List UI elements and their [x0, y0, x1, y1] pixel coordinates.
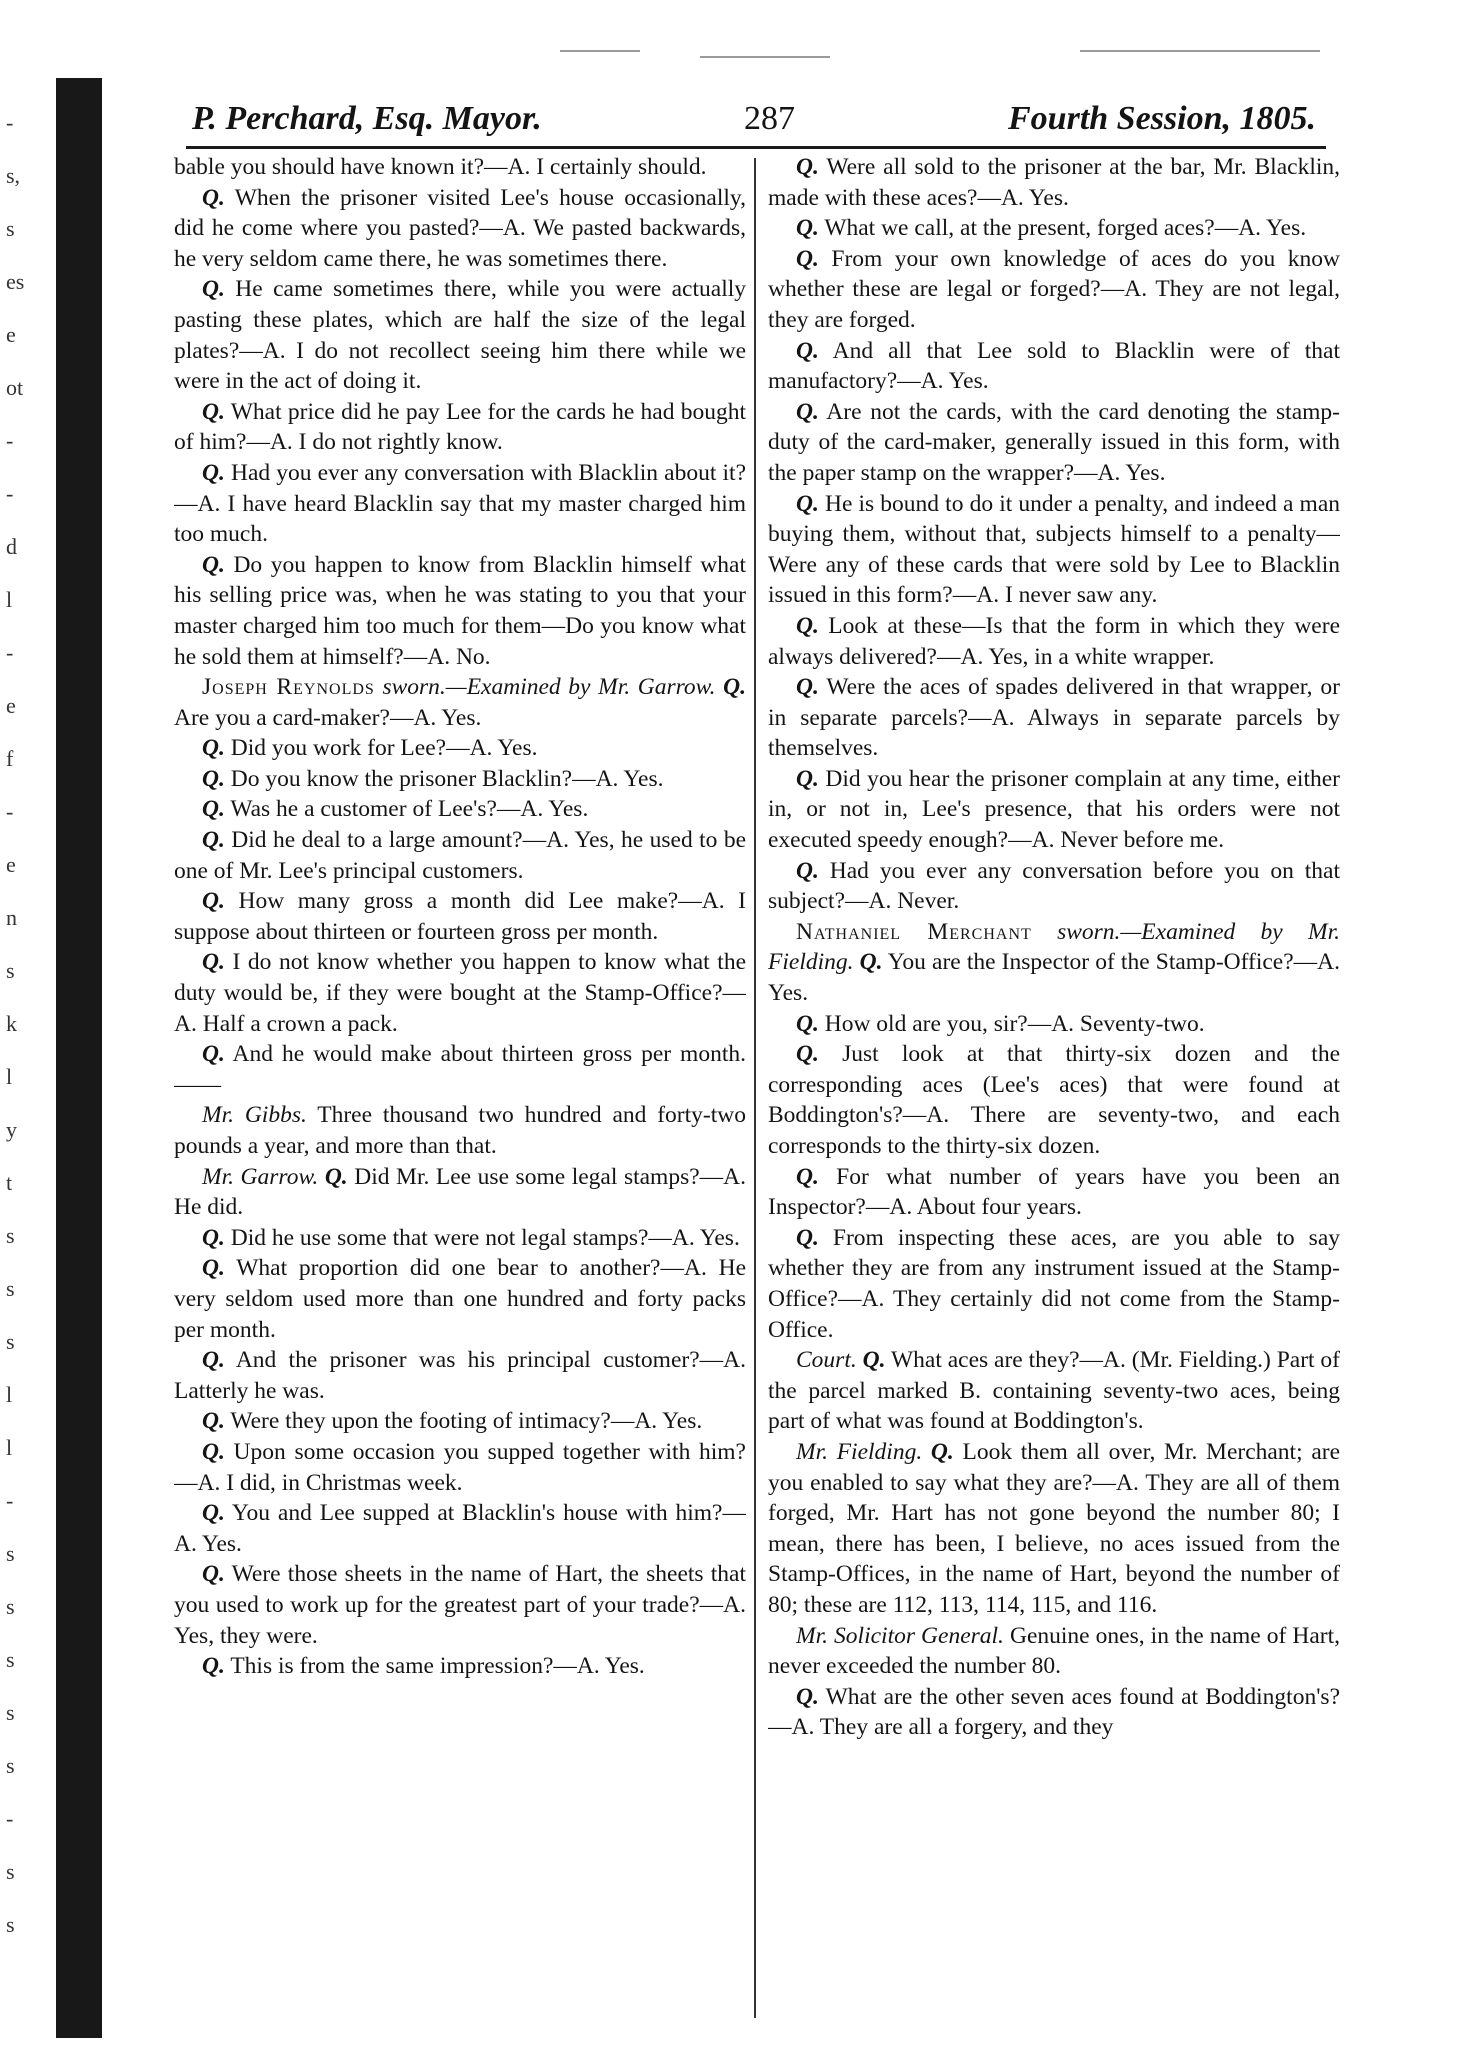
- question-marker: Q.: [796, 1683, 819, 1710]
- page-number: 287: [744, 100, 795, 137]
- paragraph: [768, 1009, 1340, 1040]
- witness-status: sworn.—Examined by Mr. Garrow.: [374, 674, 716, 701]
- binding-shadow: [56, 78, 102, 2038]
- paragraph: [768, 856, 1340, 917]
- paragraph: [174, 1559, 746, 1651]
- paragraph: [768, 1682, 1340, 1743]
- margin-mark: s,: [6, 163, 21, 188]
- paragraph: [768, 489, 1340, 611]
- margin-mark: s: [6, 958, 15, 983]
- right-column: [768, 152, 1340, 2032]
- running-header: [192, 98, 1316, 150]
- question-marker: Q.: [862, 1347, 886, 1374]
- paragraph: [174, 886, 746, 947]
- speaker-name: Mr. Garrow.: [202, 1163, 319, 1190]
- paragraph: [174, 183, 746, 275]
- paragraph-text: And he would make about thirteen gross per month.——: [174, 1041, 746, 1098]
- paragraph: [768, 1162, 1340, 1223]
- question-marker: Q.: [202, 1438, 225, 1465]
- paragraph-text: What price did he pay Lee for the cards he had bought of him?—A. I do not rightly know.: [174, 398, 746, 456]
- margin-mark: e: [6, 852, 16, 877]
- margin-mark: y: [6, 1117, 17, 1142]
- paragraph: [174, 1162, 746, 1223]
- question-marker: Q.: [859, 949, 883, 976]
- question-marker: Q.: [202, 1408, 225, 1435]
- scan-artifact-line: [700, 56, 830, 58]
- margin-mark: -: [6, 799, 14, 824]
- question-marker: Q.: [324, 1163, 348, 1190]
- paragraph: [174, 458, 746, 550]
- margin-mark: l: [6, 587, 13, 612]
- paragraph-text: Did you work for Lee?—A. Yes.: [230, 735, 538, 762]
- question-marker: Q.: [202, 398, 225, 425]
- speaker-name: Mr. Gibbs.: [202, 1102, 307, 1129]
- paragraph-text: Had you ever any conversation before you on that subject?—A. Never.: [768, 857, 1340, 915]
- margin-mark: f: [6, 746, 14, 771]
- paragraph-text: Had you ever any conversation with Blacklin about it?—A. I have heard Blacklin say that my master charged him too much.: [174, 459, 746, 548]
- question-marker: Q.: [202, 1500, 225, 1527]
- paragraph-text: Just look at that thirty-six dozen and the corresponding aces (Lee's aces) that were found at Boddington's?—A. There are seventy-two, and each corresponds to the thirty-six dozen.: [768, 1041, 1340, 1159]
- paragraph-text: What proportion did one bear to another?—A. He very seldom used more than one hundred and forty packs per month.: [174, 1255, 746, 1343]
- margin-mark: s: [6, 1859, 15, 1884]
- paragraph: [174, 274, 746, 396]
- paragraph-text: Are not the cards, with the card denoting the stamp-duty of the card-maker, generally issued in this form, with the paper stamp on the wrapper?—A. Yes.: [768, 398, 1340, 486]
- margin-mark: s: [6, 1700, 15, 1725]
- margin-mark: s: [6, 1647, 15, 1672]
- margin-mark: s: [6, 1329, 15, 1354]
- paragraph-text: Was he a customer of Lee's?—A. Yes.: [230, 796, 589, 823]
- margin-mark: s: [6, 1912, 15, 1937]
- question-marker: Q.: [796, 245, 819, 272]
- margin-mark: s: [6, 1753, 15, 1778]
- paragraph-text: I do not know whether you happen to know what the duty would be, if they were bought at the Stamp-Office?—A. Half a crown a pack.: [174, 949, 746, 1037]
- paragraph-text: How many gross a month did Lee make?—A. I suppose about thirteen or fourteen gross per month.: [174, 888, 746, 945]
- margin-mark: s: [6, 1541, 15, 1566]
- paragraph-text: Were the aces of spades delivered in that wrapper, or in separate parcels?—A. Always in separate parcels by themselves.: [768, 674, 1340, 762]
- question-marker: Q.: [202, 949, 225, 976]
- question-marker: Q.: [796, 765, 819, 792]
- paragraph-text: Were they upon the footing of intimacy?—A. Yes.: [230, 1408, 703, 1435]
- paragraph: [768, 1621, 1340, 1682]
- margin-mark: d: [6, 534, 17, 559]
- margin-mark: -: [6, 481, 14, 506]
- paragraph-text: Did he use some that were not legal stamps?—A. Yes.: [230, 1224, 740, 1251]
- paragraph: [768, 1223, 1340, 1345]
- paragraph: [174, 397, 746, 458]
- paragraph: [768, 336, 1340, 397]
- paragraph: [174, 550, 746, 672]
- question-marker: Q.: [202, 1653, 225, 1680]
- question-marker: Q.: [202, 551, 225, 578]
- margin-mark: k: [6, 1011, 17, 1036]
- question-marker: Q.: [796, 1041, 819, 1068]
- paragraph-text: And all that Lee sold to Blacklin were of that manufactory?—A. Yes.: [768, 337, 1340, 395]
- question-marker: Q.: [202, 1347, 225, 1374]
- question-marker: Q.: [202, 1041, 225, 1068]
- paragraph-text: When the prisoner visited Lee's house occasionally, did he come where you pasted?—A. We pasted backwards, he very seldom came there, he was sometimes there.: [174, 184, 746, 272]
- margin-mark: s: [6, 1223, 15, 1248]
- question-marker: Q.: [796, 612, 819, 639]
- paragraph-text: Were all sold to the prisoner at the bar, Mr. Blacklin, made with these aces?—A. Yes.: [768, 154, 1340, 211]
- left-column: [174, 152, 746, 2032]
- paragraph: [174, 672, 746, 733]
- margin-mark: ot: [6, 375, 24, 400]
- question-marker: Q.: [796, 337, 819, 364]
- question-marker: Q.: [202, 735, 225, 762]
- paragraph-text: And the prisoner was his principal customer?—A. Latterly he was.: [174, 1347, 746, 1404]
- paragraph: [768, 244, 1340, 336]
- paragraph-text: From your own knowledge of aces do you know whether these are legal or forged?—A. They are not legal, they are forged.: [768, 245, 1340, 333]
- paragraph-text: Upon some occasion you supped together with him?—A. I did, in Christmas week.: [174, 1438, 746, 1496]
- paragraph: [174, 1651, 746, 1682]
- margin-mark: t: [6, 1170, 13, 1195]
- paragraph-text: Look at these—Is that the form in which they were always delivered?—A. Yes, in a white wrapper.: [768, 612, 1340, 670]
- question-marker: Q.: [202, 796, 225, 823]
- question-marker: Q.: [930, 1438, 954, 1465]
- question-marker: Q.: [796, 398, 819, 425]
- margin-mark: l: [6, 1064, 13, 1089]
- paragraph: [768, 397, 1340, 489]
- paragraph-text: For what number of years have you been an Inspector?—A. About four years.: [768, 1163, 1340, 1221]
- adjacent-page-margin: [0, 110, 40, 2010]
- witness-name: Nathaniel Merchant: [796, 918, 1032, 945]
- speaker-name: Court.: [796, 1347, 857, 1374]
- scan-artifact-line: [560, 50, 640, 52]
- paragraph: [768, 1345, 1340, 1437]
- paragraph-text: This is from the same impression?—A. Yes.: [230, 1653, 645, 1680]
- paragraph: [174, 1253, 746, 1345]
- margin-mark: l: [6, 1435, 13, 1460]
- paragraph-text: Do you know the prisoner Blacklin?—A. Yes.: [230, 765, 664, 792]
- paragraph: [174, 1406, 746, 1437]
- paragraph: [174, 1498, 746, 1559]
- margin-mark: s: [6, 1276, 15, 1301]
- question-marker: Q.: [796, 1163, 819, 1190]
- header-right: Fourth Session, 1805.: [1008, 100, 1316, 137]
- witness-status: sworn.—Examined by Mr. Fielding.: [768, 918, 1340, 976]
- question-marker: Q.: [202, 765, 225, 792]
- question-marker: Q.: [202, 276, 225, 303]
- question-marker: Q.: [796, 154, 819, 180]
- question-marker: Q.: [796, 1224, 819, 1251]
- paragraph: [768, 152, 1340, 213]
- paragraph: [174, 825, 746, 886]
- question-marker: Q.: [723, 674, 746, 701]
- margin-mark: -: [6, 1806, 14, 1831]
- margin-mark: e: [6, 322, 16, 347]
- paragraph: [174, 152, 746, 183]
- margin-mark: l: [6, 1382, 13, 1407]
- margin-mark: -: [6, 110, 14, 135]
- question-marker: Q.: [202, 1224, 225, 1251]
- header-rule: [186, 146, 1326, 149]
- paragraph: [768, 672, 1340, 764]
- paragraph-text: What are the other seven aces found at Boddington's?—A. They are all a forgery, and they: [768, 1683, 1340, 1741]
- margin-mark: es: [6, 269, 25, 294]
- paragraph-text: Three thousand two hundred and forty-two pounds a year, and more than that.: [174, 1102, 746, 1159]
- margin-mark: -: [6, 1488, 14, 1513]
- paragraph-text: Were those sheets in the name of Hart, the sheets that you used to work up for the greatest part of your trade?—A. Yes, they were.: [174, 1561, 746, 1649]
- question-marker: Q.: [202, 459, 225, 486]
- paragraph-text: Genuine ones, in the name of Hart, never exceeded the number 80.: [768, 1622, 1340, 1680]
- paragraph-text: Are you a card-maker?—A. Yes.: [174, 704, 482, 731]
- paragraph: [174, 1345, 746, 1406]
- question-marker: Q.: [202, 827, 225, 854]
- margin-mark: s: [6, 1594, 15, 1619]
- margin-mark: s: [6, 216, 15, 241]
- paragraph: [768, 1437, 1340, 1621]
- header-left: P. Perchard, Esq. Mayor.: [192, 100, 542, 137]
- paragraph: [174, 947, 746, 1039]
- paragraph: [768, 764, 1340, 856]
- witness-name: Joseph Reynolds: [202, 674, 375, 701]
- paragraph: [174, 764, 746, 795]
- paragraph: [174, 1437, 746, 1498]
- margin-mark: -: [6, 428, 14, 453]
- paragraph: [768, 917, 1340, 1009]
- paragraph-text: He is bound to do it under a penalty, and indeed a man buying them, without that, subjects himself to a penalty—Were any of these cards that were sold by Lee to Blacklin issued in this form?—A. I never saw any.: [768, 490, 1340, 609]
- question-marker: Q.: [202, 1561, 225, 1588]
- speaker-name: Mr. Solicitor General.: [796, 1622, 1004, 1649]
- margin-mark: e: [6, 693, 16, 718]
- paragraph-text: Do you happen to know from Blacklin himself what his selling price was, when he was stating to you that your master charged him too much for them—Do you know what he sold them at himself?—A. No.: [174, 551, 746, 670]
- margin-mark: -: [6, 640, 14, 665]
- speaker-name: Mr. Fielding.: [796, 1438, 923, 1465]
- paragraph-text: You and Lee supped at Blacklin's house with him?—A. Yes.: [174, 1500, 746, 1557]
- paragraph: [768, 611, 1340, 672]
- paragraph-text: Did Mr. Lee use some legal stamps?—A. He did.: [174, 1163, 746, 1221]
- paragraph: [174, 1223, 746, 1254]
- column-divider: [754, 158, 756, 2018]
- paragraph-text: You are the Inspector of the Stamp-Office?—A. Yes.: [768, 949, 1340, 1007]
- paragraph-text: From inspecting these aces, are you able to say whether they are from any instrument issued at the Stamp-Office?—A. They certainly did not come from the Stamp-Office.: [768, 1224, 1340, 1343]
- question-marker: Q.: [202, 1255, 225, 1282]
- paragraph-text: Look them all over, Mr. Merchant; are you enabled to say what they are?—A. They are all of them forged, Mr. Hart has not gone beyond the number 80; I mean, there has been, I believe, no aces issued from the Stamp-Offices, in the name of Hart, beyond the number of 80; these are 112, 113, 114, 115, and 116.: [768, 1438, 1340, 1618]
- scan-artifact-line: [1080, 50, 1320, 52]
- paragraph: [174, 1039, 746, 1100]
- paragraph-text: How old are you, sir?—A. Seventy-two.: [824, 1010, 1205, 1037]
- paragraph: [174, 1100, 746, 1161]
- question-marker: Q.: [796, 490, 819, 517]
- paragraph-text: bable you should have known it?—A. I certainly should.: [174, 154, 707, 180]
- margin-mark: n: [6, 905, 17, 930]
- question-marker: Q.: [202, 184, 225, 211]
- paragraph: [768, 213, 1340, 244]
- question-marker: Q.: [796, 857, 819, 884]
- paragraph-text: He came sometimes there, while you were actually pasting these plates, which are half the size of the legal plates?—A. I do not recollect seeing him there while we were in the act of doing it.: [174, 276, 746, 395]
- paragraph: [174, 733, 746, 764]
- paragraph-text: What we call, at the present, forged aces?—A. Yes.: [824, 215, 1307, 242]
- paragraph: [768, 1039, 1340, 1161]
- question-marker: Q.: [202, 888, 225, 915]
- question-marker: Q.: [796, 215, 819, 242]
- question-marker: Q.: [796, 674, 819, 701]
- question-marker: Q.: [796, 1010, 819, 1037]
- paragraph-text: Did he deal to a large amount?—A. Yes, he used to be one of Mr. Lee's principal customers.: [174, 827, 746, 884]
- paragraph-text: What aces are they?—A. (Mr. Fielding.) Part of the parcel marked B. containing seventy-two aces, being part of what was found at Boddington's.: [768, 1347, 1340, 1435]
- paragraph-text: Did you hear the prisoner complain at any time, either in, or not in, Lee's presence, that his orders were not executed speedy enough?—A. Never before me.: [768, 765, 1340, 854]
- paragraph: [174, 794, 746, 825]
